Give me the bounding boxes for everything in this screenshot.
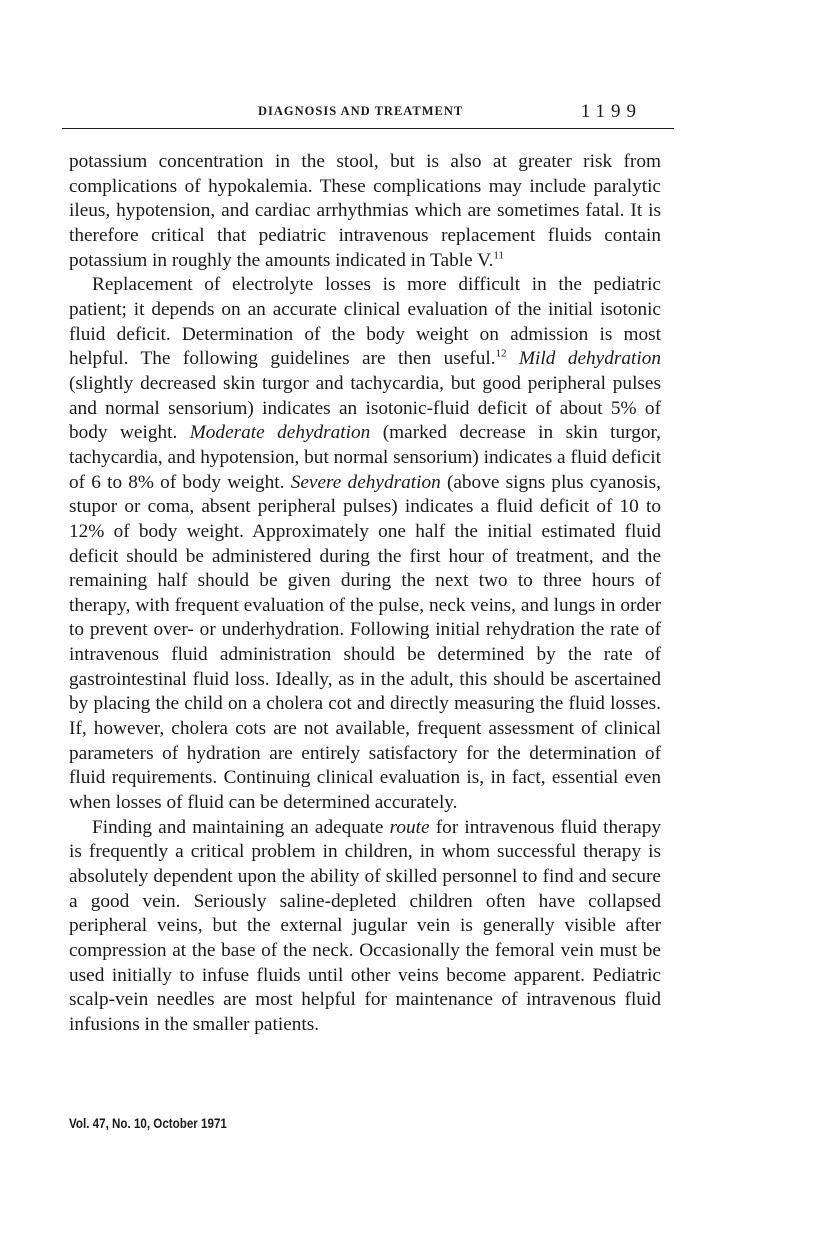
term-route: route <box>389 816 430 838</box>
paragraph-2-moderate: (marked decrease in skin turgor, tachycardia, and hypotension, but normal sensorium) indicates a fluid deficit of 6 to 8% of body weight. <box>69 422 661 493</box>
paragraph-3-rest: for intravenous fluid therapy is frequently a critical problem in children, in whom successful therapy is absolutely dependent upon the ability of skilled personnel to find and secure a good vein. Seriously saline-depleted children often have collapsed peripheral veins, but the external jugular vein is generally visible after compression at the base of the neck. Occasionally the femoral vein must be used initially to infuse fluids until other veins become apparent. Pediatric scalp-vein needles are most helpful for maintenance of intravenous fluid infusions in the smaller patients. <box>69 816 661 1035</box>
running-head: DIAGNOSIS AND TREATMENT <box>258 104 464 118</box>
page-header <box>62 101 674 129</box>
paragraph-1 <box>69 150 661 273</box>
paragraph-2 <box>69 273 661 815</box>
body-text <box>69 150 661 1038</box>
paragraph-2-mild: (slightly decreased skin turgor and tachycardia, but good peripheral pulses and normal sensorium) indicates an isotonic-fluid deficit of about 5% of body weight. <box>69 372 661 444</box>
footnote-ref-11: 11 <box>493 249 504 262</box>
paragraph-1-text: potassium concentration in the stool, but is also at greater risk from complications of hypokalemia. These complications may include paralytic ileus, hypotension, and cardiac arrhythmias which are sometimes fatal. It is therefore critical that pediatric intravenous replacement fluids contain potassium in roughly the amounts indicated in Table V. <box>69 151 661 271</box>
journal-citation: Vol. 47, No. 10, October 1971 <box>69 1116 227 1131</box>
term-severe-dehydration: Severe dehydration <box>290 471 441 493</box>
page-number: 1199 <box>580 101 642 122</box>
term-moderate-dehydration: Moderate dehydration <box>189 422 371 444</box>
paragraph-2-severe: (above signs plus cyanosis, stupor or coma, absent peripheral pulses) indicates a fluid deficit of 10 to 12% of body weight. Approximately one half the initial estimated fluid deficit should be administered during the first hour of treatment, and the remaining half should be given during the next two to three hours of therapy, with frequent evaluation of the pulse, neck veins, and lungs in order to prevent over- or underhydration. Following initial rehydration the rate of intravenous fluid administration should be determined by the rate of gastrointestinal fluid loss. Ideally, as in the adult, this should be ascertained by placing the child on a cholera cot and directly measuring the fluid losses. If, however, cholera cots are not available, frequent assessment of clinical parameters of hydration are entirely satisfactory for the determination of fluid requirements. Continuing clinical evaluation is, in fact, essential even when losses of fluid can be determined accurately. <box>69 471 661 814</box>
paragraph-2-intro: Replacement of electrolyte losses is more difficult in the pediatric patient; it depends on an accurate clinical evaluation of the initial isotonic fluid deficit. Determination of the body weight on admission is most helpful. The following guidelines are then useful. <box>69 274 661 370</box>
paragraph-3 <box>69 816 661 1038</box>
footnote-ref-12: 12 <box>495 347 507 360</box>
paragraph-3-intro: Finding and maintaining an adequate <box>92 816 384 838</box>
term-mild-dehydration: Mild dehydration <box>518 348 662 370</box>
